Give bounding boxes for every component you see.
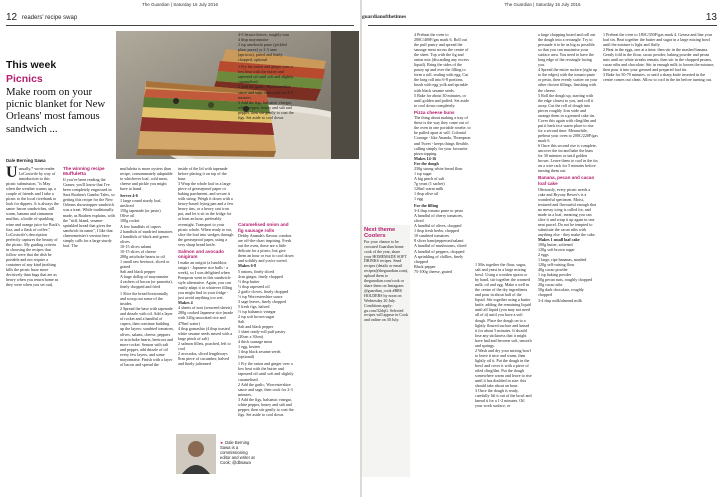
dough-label: For the dough	[414, 160, 439, 166]
ingredient: 2 salmon fillets, poached, left to cool	[178, 340, 231, 351]
header-rule	[6, 25, 354, 26]
header-rule	[368, 25, 717, 26]
sausage-roll-intro: Debby Ananda's flavour combos are off-the-chart inspiring. Fresh out the oven, these are a little delicate for a picnic, but give them an hour or two to cool down and solidify and you're sorted.	[238, 233, 294, 264]
ingredient: 4cm ginger, finely chopped	[238, 273, 283, 279]
ingredient: 1 sheet ready-roll puff pastry (20cm x 30cm)	[238, 329, 286, 340]
ingredient: 4 thick sausage meat	[238, 339, 272, 345]
ingredient: 1 egg, beaten	[238, 344, 260, 350]
onigiri-intro: I make an onigiri (a lunchbox onigiri - Japanese rice balls - a week), so I was delighted when Pompous went in this sandwich-style alternative. Again, you can easily adapt it to whatever filling you might find in your fridge - just avoid anything too wet.	[178, 259, 232, 301]
ingredient: 5 fresh figs, halved	[238, 303, 270, 309]
ingredient: 4-5 lettuce leaves, roughly torn	[238, 32, 290, 37]
ingredient: ½ tbsp butter	[238, 278, 260, 284]
muffuletta-serves: Serves 4-6	[120, 193, 138, 199]
ingredient: 40g cacao powder	[538, 267, 568, 273]
pizza-buns-intro: The thing about making a tray of these is the way they come out of the oven in one portable rosette, to be pulled apart at will. Colonial Courage - like Ananda, Thompson and Tweet - keeps things flexible, calling simply for your favourite pizza topping.	[414, 115, 471, 156]
feature-kicker: This week	[6, 59, 57, 71]
ingredient: 1 tsp sugar	[414, 170, 432, 176]
ingredient: 120g self-raising flour	[538, 262, 575, 268]
ingredient: A handful of olives, chopped	[414, 223, 462, 229]
ingredient: A handful of cherry tomatoes, sliced	[414, 213, 463, 224]
brand-logo: guardianofthetimes	[362, 14, 407, 20]
ingredient: A big pinch of salt	[414, 175, 445, 181]
winning-title: Muffuletta	[63, 171, 86, 177]
ingredient: 75-100g cheese, grated	[414, 268, 452, 274]
ingredient: Salt	[238, 318, 245, 324]
onigiri-column	[178, 166, 234, 366]
page-header: The Guardian | Saturday 16 July 2016	[142, 2, 218, 7]
loaf-cake-makes: Makes 1 small loaf cake	[538, 236, 580, 242]
caption-text: is a commissioning editor and writer at Cook; @dbsawa	[220, 445, 255, 465]
sausage-roll-makes: Makes 6-8	[238, 263, 257, 269]
method-step: 1 Slice the bread horizontally and scoop out some of the insides.	[120, 291, 169, 307]
ingredient: Salt and black pepper	[238, 324, 274, 330]
filling-label: For the filling	[414, 203, 439, 209]
drop-cap: U	[6, 164, 18, 181]
ingredient: 8 slices ham/pepperoni/salami	[414, 238, 464, 244]
ingredient: 8cm piece of cucumber, halved and finely julienned	[178, 355, 230, 366]
ingredient: 230g strong white bread flour	[414, 165, 463, 171]
ingredient: 4 rashers of bacon (or pancetta), finely chopped and fried	[120, 279, 173, 290]
loaf-cake-column	[538, 32, 598, 303]
sausage-roll-method: 1 Fry the onion and ginger over a low heat with the butter and rapeseed oil until soft and slightly caramelised. 2 Add the garlic, Worcestershire sauce and sage, then cook for 2-3 minutes. 3 Add the figs, balsamic vinegar, white pepper, honey and salt and pepper, then stir gently to coat the figs. Set aside to cool down.	[238, 361, 294, 417]
muffuletta-column	[120, 166, 174, 367]
page-header: The Guardian | Saturday 16 July 2016	[504, 2, 581, 7]
ingredient: 7g yeast (1 sachet)	[414, 180, 445, 186]
method-step: 2 Spread the base with tapenade and drizzle with oil. Add a layer of rocket and a handful of capers, then continue building up the layers: sundried tomatoes, olives, salami, cheese, peppers or artichoke hearts, beetroot and more rocket. Season with salt and pepper, add drizzle of oil every few layers, and some mayonnaise. Finish with a layer of bacon and spread the	[120, 306, 175, 367]
pizza-buns-method: 1 Mix together the flour, sugar, salt and yeast in a large mixing bowl. Using a wooden spoon or by hand, stir together the warmed milk, oil and egg. Make a well in the centre of the dry ingredients and pour in about half of the liquid. Stir together using a butter knife, adding the remaining liquid until all liquid (you may not need all of it) until you have a soft dough. Place the dough on to a lightly floured surface and knead it for about 5 minutes. It should lose any stickiness that it might have had and become soft, smooth and springy. 2 Wash and dry your mixing bowl to leave it nice and warm, then lightly oil it. Put the dough in the bowl and cover it with a piece of oiled clingfilm. Put the dough somewhere warm and leave to rise until it has doubled in size: this should take about an hour. 3 Once the dough is ready, carefully lift it out of the bowl and knead it for a 1-2 minutes. Oil your work surface, or	[475, 262, 532, 409]
loaf-cake-method: 1 Preheat the oven to 180C/350F/gas mark 4. Grease and line your loaf tin. Beat together the butter and sugar in a large mixing bowl until the mixture is light and fluffy. 2 Beat in the eggs, one at a time, then stir in the mashed banana. Gently fold in the flour, cacao powder, baking powder and pecan nuts until no white streaks remain, then stir in the chopped pecans, cacao nibs and chocolate. Stir in enough milk to loosen the mixture, then pour it into your greased and prepared loaf tin. 3 Bake for 50-70 minutes, or until a sharp knife inserted in the centre comes out clean. Allow to cool in the tin before turning out.	[603, 32, 715, 83]
feature-subject: Picnics	[6, 73, 43, 85]
ingredient: 2 avocados, sliced lengthways	[178, 350, 228, 356]
left-page	[0, 0, 360, 497]
ingredient: 1 small raw beetroot, sliced or grated	[120, 258, 170, 269]
page-number: 12	[6, 12, 18, 23]
ingredient: 280g artichoke hearts in oil	[120, 253, 165, 259]
section-title: readers' recipe swap	[22, 15, 78, 21]
ingredient: 1 tsp baking powder	[538, 272, 572, 278]
ingredient: 150g tapenade (or pesto)	[120, 208, 161, 214]
feature-headline: Make room on your picnic blanket for New Orleans' most famous sandwich ...	[6, 86, 106, 135]
loaf-cake-method-column	[603, 32, 715, 82]
muffuletta-method-cont: inside of the lid with tapenade before placing it on top of the base. 3 Wrap the whole loaf in a large piece of greaseproof paper or baking parchment, and secure it with string. Weigh it down with a heavy-based frying pan and a few heavy tins, or a heavy cast iron pot, and let it sit in the fridge for at least an hour, preferably overnight. Transport to your picnic whole. When ready to eat, slice the loaf into wedges through the greaseproof paper, using a very sharp bread knife.	[178, 166, 234, 247]
ingredient: 1 large, ripe bananas, mashed	[538, 257, 587, 263]
ingredient: 280g cooked Japanese rice (made with 320g uncooked rice and 470ml water)	[178, 310, 234, 326]
ingredient: 3-4 tbsp tomato paste or pesto	[414, 208, 464, 214]
ingredient: 10-15 slices of cheese	[120, 248, 157, 254]
ingredient: 120ml warm milk	[414, 185, 444, 191]
winning-heading: The winning recipe	[63, 166, 105, 171]
ingredient: 3 sage leaves, finely chopped	[238, 298, 287, 304]
sausage-roll-heading: Caramelised onion and fig sausage rolls	[238, 222, 289, 233]
caption-arrow-icon: ►	[220, 440, 224, 445]
ingredient: A handful of mushrooms, sliced	[414, 243, 467, 249]
ingredient: Black pepper	[414, 263, 436, 269]
ingredient: 20g cacao nibs	[538, 282, 563, 288]
ingredient: 1 tbsp olive oil	[414, 191, 439, 196]
ingredient: ½ tsp balsamic vinegar	[238, 308, 276, 314]
page-number: 13	[705, 12, 717, 23]
intro-column-2	[63, 166, 115, 248]
ingredient: 2 eggs	[538, 252, 549, 258]
next-theme-text: For your chance to be crowned Guardian home cook of the year, share your HOMEMADE SOFT DRINKS recipes. Send recipes (details or email recipes@theguardian.com), upload them to theguardian.com/cook or share them on Instagram @guardian_cook #RRS HOLDERS by noon on Wednesday 20 July. Conditions apply: gu.com/32dqG. Selected recipes will appear in Cook and online on 30 July.	[364, 238, 409, 323]
right-page	[362, 0, 723, 497]
ingredient: Olive oil	[120, 213, 135, 219]
ingredient: 1 egg	[414, 196, 423, 202]
next-theme-box	[362, 225, 410, 477]
pizza-buns-method-column	[475, 262, 532, 408]
muffuletta-intro: muffuletta is more oysters than recipe, consummately adaptable to whichever loaf, cold meat, cheese and pickle you might have to hand.	[120, 166, 173, 192]
ingredient: 120g soft brown sugar	[538, 247, 575, 253]
onigiri-method: 1 Fry the onion and ginger over a low heat with the butter and rapeseed oil until soft and slightly caramelised. 2 Add the garlic, Worcestershire sauce and sage, then cook for 2-3 minutes. 3 Add the figs, balsamic vinegar, white pepper, honey and salt and pepper, then stir gently to coat the figs. Set aside to cool down.	[238, 64, 294, 120]
onigiri-heading: Salmon and avocado onigiram	[178, 248, 224, 260]
ingredient: 2 handfuls of sundried tomatoes	[120, 228, 173, 234]
next-theme-title: Next theme Coolers	[364, 227, 396, 240]
pizza-buns-makes: Makes 14-16	[414, 155, 437, 161]
ingredient: 1 large round sturdy loaf, unsliced	[120, 198, 162, 209]
loaf-cake-heading: Banana, pecan and cacao loaf cake	[538, 175, 595, 186]
ingredient: 100g butter, softened	[538, 242, 573, 248]
sausage-roll-method-cont: 4 Preheat the oven to 200C/400F/gas mark 6. Roll out the puff pastry and spread the sausage meat across the centre of the sheet. Top with the fig and onion mix (discarding any excess liquid). Bring the sides of the pastry up and over the filling to form a roll, sealing with egg. Cut the long roll into 6-8 portions, brush with egg yolk and sprinkle with black sesame seeds. 5 Bake for about 30 minutes, or until golden and puffed. Set aside to cool down completely.	[414, 32, 469, 108]
onigiri-method-column	[238, 32, 294, 120]
author-portrait-icon	[176, 434, 216, 474]
ingredient: 10 sundried tomatoes	[414, 233, 450, 239]
ingredient: 1 tbsp fresh herbs, chopped	[414, 228, 459, 234]
ingredient: 1 tbsp black sesame seeds (optional)	[238, 349, 281, 360]
muffuletta-ingredients	[120, 198, 174, 289]
ingredient: 10-15 slices salami	[120, 243, 152, 249]
ingredient: 4 tbsp gomashio (4 tbsp toasted white sesame seeds mixed with a large pinch of salt)	[178, 325, 233, 341]
author-caption	[220, 440, 256, 465]
caption-name: Dale Berning Sawa	[220, 440, 250, 450]
pizza-buns-method-cont: a large chopping board and roll out the dough into a rectangle. Try to persuade it to be as big as possible so that you can maximise your surface area. You need to have the long edge of the rectangle facing you. 4 Spread the entire surface (right up to the edges) with the tomato paste or pesto, then evenly scatter on your other chosen fillings, finishing with the cheese. 5 Roll the dough up, starting with the edge closest to you, and roll it away. Cut the roll of dough into pieces roughly 3cm wide and arrange them in a greased cake tin. Cover this again with clingfilm and put it back in a warm place to rise for a second time. Meanwhile, preheat your oven to 200C/220F/gas mark 6. 6 Once this second rise is complete, uncover the tin and bake the buns for 30 minutes or until golden brown. Leave them to cool in the tin on a wire rack for 5 minutes before turning them out.	[538, 32, 598, 174]
byline: Dale Berning Sawa	[6, 158, 46, 163]
ingredient: A handful of peppers, chopped	[414, 248, 465, 254]
author-photo	[176, 434, 216, 474]
ingredient: A few handfuls of capers	[120, 223, 161, 229]
pizza-buns-column	[414, 32, 471, 274]
ingredient: 2 garlic cloves, finely chopped	[238, 288, 289, 294]
loaf-cake-intro: Obviously, every picnic needs a cake and Bryony Bewer's is a wonderful specimen. Moist, textured and flavourful enough that no messy icing is called for, and made as a loaf, meaning you can slice it and wrap it up again in one neat parcel. Do not be tempted to substitute the cacao nibs with anything else - they make the cake.	[538, 186, 596, 237]
ingredient: A large dollop of mayonnaise	[120, 273, 169, 279]
ingredient: ½ tbsp rapeseed oil	[238, 283, 270, 289]
ingredient: ½ tsp Worcestershire sauce	[238, 293, 283, 299]
ingredient: 4 tbsp mayonnaise	[238, 37, 269, 43]
ingredient: 3-4 tbsp milk/almond milk	[538, 297, 582, 303]
onigiri-makes: Makes 4	[178, 300, 193, 306]
sausage-roll-column	[238, 222, 294, 417]
ingredient: 2 handfuls of black and green olives	[120, 233, 169, 244]
ingredient: 2 tsp umeboshi paste (pickled plum puree) or 2-3 ume (apricots), pitted and finely chopped, optional	[238, 42, 287, 63]
ingredient: 4 sheets of nori (seaweed sheets)	[178, 305, 232, 311]
ingredient: 2 tsp soft brown sugar	[238, 313, 275, 319]
ingredient: A sprinkling of chillies, finely chopped	[414, 253, 464, 264]
ingredient: 5 onions, finely sliced	[238, 268, 275, 274]
intro-text-2: If you've been reading the Grauer, you'll know that I've been completely engrossed in Sara Roahen's Gumbo Tales, so getting this recipe for the New Orleans showstopper sandwich was a treat. While traditionally made, as Roahen explains, with the "stiff, bland, sesame-sprinkled bread that gives the sandwich its name", I like that cheesemeister's version here simply calls for a large sturdy loaf. The	[63, 177, 115, 248]
ingredient: Salt and black pepper	[120, 268, 156, 274]
intro-text-1: usually,* wrote reader LoCostwife by way of introduction to this picnic submission, "is May when the weather warms up, a couple of friends and I take a picnic to the local riverbank to look for dippers. It is always the same: bacon sandwiches, still warm, banana and cinnamon muffins, a bottle of sparkling wine and orange juice for Buck's fizz, and a flask of coffee." LoCostwife's description perfectly captures the beauty of the picnic. My guiding criteria in choosing the recipes that follow were that the dish be portable and not require a container of any kind (nothing kills the picnic buzz more decisively than bags that are as heavy when you return home as they were when you set out).	[6, 166, 60, 288]
ingredient: 50g pecan nuts, roughly chopped	[538, 277, 593, 283]
intro-column-1	[6, 166, 60, 287]
ingredient: 100g rocket	[120, 218, 140, 224]
ingredient: 50g dark chocolate, roughly chopped	[538, 287, 584, 298]
pizza-buns-heading: Pizza cheese buns	[414, 109, 455, 115]
